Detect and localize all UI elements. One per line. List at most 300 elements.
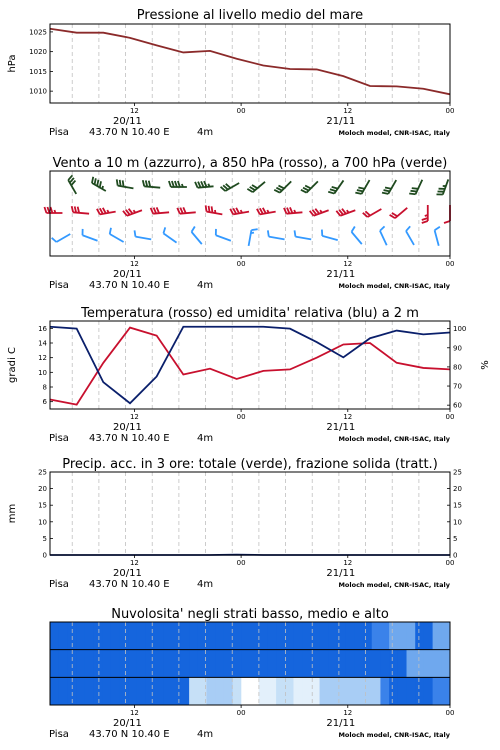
cloud-cell [372, 622, 381, 650]
barb-half-feather [182, 184, 183, 187]
date-label: 21/11 [326, 116, 356, 127]
cloud-cell [59, 622, 68, 650]
y-tick-label: 80 [453, 363, 462, 372]
cloud-cell [93, 677, 102, 705]
cloud-cell [433, 677, 442, 705]
cloud-cell [259, 650, 268, 678]
cloud-cell [424, 650, 433, 678]
cloud-cell [128, 622, 137, 650]
wind-barb [216, 229, 231, 241]
cloud-cell [102, 650, 111, 678]
cloud-cell [250, 622, 259, 650]
wind-barb [382, 180, 396, 194]
cloud-cell [137, 677, 146, 705]
y-tick-label: 70 [453, 382, 462, 391]
barb-half-feather [425, 215, 428, 216]
cloud-cell [50, 622, 59, 650]
barb-shaft [352, 232, 362, 244]
x-tick-label: 12 [343, 413, 353, 421]
wind-barb [406, 226, 414, 245]
cloud-cell [398, 622, 407, 650]
date-label: 21/11 [326, 718, 356, 729]
cloud-cell [224, 677, 233, 705]
y-tick-label: 20 [453, 485, 462, 494]
cloud-cell [180, 622, 189, 650]
barb-feather [352, 226, 355, 231]
cloud-cell [163, 650, 172, 678]
x-tick-label: 12 [129, 107, 139, 115]
y-tick-label: 25 [453, 468, 462, 477]
barb-shaft [110, 234, 124, 242]
cloud-cell [354, 650, 363, 678]
barb-feather [195, 182, 198, 188]
cloud-cell [59, 677, 68, 705]
x-tick-label: 12 [129, 413, 139, 421]
date-label: 21/11 [326, 269, 356, 280]
cloud-cell [50, 677, 59, 705]
cloud-cell [415, 677, 424, 705]
x-tick-label: 00 [445, 413, 455, 421]
cloud-cell [241, 650, 250, 678]
y-tick-label: 100 [453, 325, 467, 334]
cloud-cell [354, 622, 363, 650]
cloud-cell [233, 677, 242, 705]
wind-barb [221, 183, 240, 191]
y-tick-label: 60 [453, 401, 462, 410]
cloud-cell [76, 677, 85, 705]
wind-barb [310, 209, 329, 216]
cloud-cell [363, 677, 372, 705]
cloud-cell [172, 622, 181, 650]
cloud-cell [389, 650, 398, 678]
wind-barb [82, 229, 97, 241]
cloud-cell [111, 650, 120, 678]
barb-feather [358, 187, 364, 188]
cloud-cell [363, 650, 372, 678]
x-tick-label: 12 [343, 107, 353, 115]
cloud-cell [154, 677, 163, 705]
y-tick-label: 8 [42, 383, 47, 392]
barb-shaft [192, 232, 202, 244]
location-name: Pisa [49, 433, 69, 444]
wind-barb [151, 207, 169, 213]
chart-title: Temperatura (rosso) ed umidita' relativa (blu) a 2 m [81, 306, 419, 321]
cloud-cell [433, 622, 442, 650]
cloud-cell [293, 677, 302, 705]
barb-feather [268, 230, 269, 236]
panel-pressure [7, 8, 454, 138]
barb-shaft [216, 235, 231, 240]
wind-barb [322, 230, 338, 240]
cloud-cell [398, 677, 407, 705]
cloud-row-alto [50, 622, 451, 650]
cloud-cell [224, 622, 233, 650]
barb-feather [183, 207, 186, 213]
cloud-cell [207, 677, 216, 705]
location-coords: 43.70 N 10.40 E [89, 280, 170, 291]
wind-barb [163, 227, 176, 242]
cloud-cell [407, 677, 416, 705]
cloud-cell [293, 622, 302, 650]
cloud-cell [372, 650, 381, 678]
barb-feather [260, 208, 263, 214]
barb-half-feather [347, 210, 349, 212]
cloud-cell [189, 650, 198, 678]
wind-barb [409, 180, 422, 195]
wind-barb [97, 208, 116, 215]
barb-shaft [163, 233, 176, 242]
barb-shaft [322, 236, 337, 240]
model-credit: Moloch model, CNR-ISAC, Italy [338, 581, 450, 589]
wind-barb [135, 230, 152, 239]
chart-title: Vento a 10 m (azzurro), a 850 hPa (rosso), a 700 hPa (verde) [52, 156, 448, 171]
model-credit: Moloch model, CNR-ISAC, Italy [338, 282, 450, 290]
cloud-cell [93, 622, 102, 650]
cloud-cell [407, 650, 416, 678]
wind-barb [274, 181, 291, 192]
cloud-cell [285, 677, 294, 705]
cloud-cell [111, 622, 120, 650]
barb-feather [251, 229, 257, 230]
location-elevation: 4m [197, 280, 214, 291]
barb-feather [384, 190, 390, 191]
location-name: Pisa [49, 280, 69, 291]
cloud-cell [415, 622, 424, 650]
y-tick-label: 1025 [29, 28, 47, 37]
barb-feather [290, 207, 293, 213]
y-tick-label: 5 [453, 534, 458, 543]
wind-barb [295, 230, 312, 239]
x-tick-label: 12 [343, 709, 353, 717]
barb-feather [44, 207, 46, 213]
cloud-cell [389, 677, 398, 705]
date-label: 21/11 [326, 422, 356, 433]
cloud-cell [233, 650, 242, 678]
y-tick-label: 25 [38, 468, 47, 477]
y-tick-label: 90 [453, 344, 462, 353]
wind-barb [195, 181, 213, 188]
barb-shaft [82, 235, 97, 240]
barb-feather [163, 227, 165, 233]
y-tick-label: 12 [38, 354, 47, 363]
cloud-cell [137, 650, 146, 678]
chart-title: Nuvolosita' negli strati basso, medio e alto [111, 607, 389, 622]
x-tick-label: 00 [445, 260, 455, 268]
cloud-cell [320, 677, 329, 705]
location-elevation: 4m [197, 433, 214, 444]
cloud-cell [337, 650, 346, 678]
barb-feather [330, 189, 336, 191]
cloud-cell [189, 677, 198, 705]
y-tick-label: 16 [38, 324, 47, 333]
barb-feather [103, 208, 106, 214]
cloud-cell [380, 677, 389, 705]
barb-feather [95, 178, 96, 184]
plot-frame [50, 321, 450, 409]
barb-feather [355, 193, 361, 194]
cloud-cell [441, 677, 450, 705]
wind-barb [355, 180, 369, 194]
y-tick-label: 20 [38, 485, 47, 494]
cloud-cell [85, 677, 94, 705]
panel-wind [44, 156, 454, 291]
wind-barb [328, 180, 343, 193]
cloud-cell [76, 622, 85, 650]
y-axis-label: mm [7, 503, 18, 524]
cloud-cell [146, 622, 155, 650]
cloud-row-medio [50, 650, 451, 678]
location-elevation: 4m [197, 729, 214, 740]
wind-barb [230, 208, 249, 215]
x-tick-label: 12 [343, 260, 353, 268]
barb-feather [284, 208, 287, 214]
panel-precip [7, 457, 462, 590]
barb-feather [100, 181, 101, 187]
cloud-cell [285, 650, 294, 678]
cloud-cell [154, 650, 163, 678]
wind-barb [52, 234, 71, 242]
barb-shaft [135, 237, 151, 240]
barb-feather [274, 190, 280, 193]
wind-barb [44, 207, 62, 213]
cloud-cell [267, 650, 276, 678]
y-tick-label: 10 [453, 518, 462, 527]
cloud-cell [346, 650, 355, 678]
cloud-cell [354, 677, 363, 705]
barb-feather [154, 208, 157, 214]
barb-half-feather [294, 210, 295, 213]
cloud-cell [172, 650, 181, 678]
date-label: 20/11 [113, 116, 142, 127]
cloud-cell [346, 622, 355, 650]
cloud-cell [128, 677, 137, 705]
cloud-cell [154, 622, 163, 650]
barb-feather [192, 226, 195, 231]
wind-barb [336, 209, 355, 216]
x-tick-label: 00 [236, 413, 246, 421]
panel-clouds [49, 607, 454, 740]
chart-title: Precip. acc. in 3 ore: totale (verde), frazione solida (tratt.) [62, 457, 438, 472]
wind-barb [143, 180, 160, 188]
cloud-cell [337, 677, 346, 705]
barb-shaft [269, 237, 285, 240]
cloud-cell [215, 650, 224, 678]
date-label: 20/11 [113, 422, 142, 433]
barb-feather [236, 208, 239, 214]
cloud-cell [267, 677, 276, 705]
barb-feather [230, 209, 233, 215]
wind-barb [284, 207, 302, 213]
cloud-row-basso [50, 677, 451, 705]
date-label: 20/11 [113, 718, 142, 729]
y-tick-label: 6 [42, 398, 47, 407]
cloud-cell [180, 650, 189, 678]
wind-barb [72, 206, 89, 214]
wind-barb [257, 208, 276, 215]
chart-title: Pressione al livello medio del mare [136, 8, 364, 23]
cloud-cell [128, 650, 137, 678]
cloud-cell [285, 622, 294, 650]
cloud-cell [59, 650, 68, 678]
date-label: 20/11 [113, 269, 142, 280]
cloud-cell [250, 650, 259, 678]
barb-shaft [56, 234, 70, 242]
y-tick-label: 1015 [29, 67, 47, 76]
barb-feather [385, 187, 391, 188]
wind-barb [169, 181, 187, 187]
barb-feather [409, 194, 415, 195]
y-tick-label: 10 [38, 368, 47, 377]
wind-barb [247, 182, 265, 192]
cloud-cell [137, 622, 146, 650]
cloud-cell [241, 622, 250, 650]
cloud-cell [93, 650, 102, 678]
barb-feather [209, 206, 210, 212]
pressure-line [50, 29, 450, 95]
cloud-cell [293, 650, 302, 678]
cloud-cell [389, 622, 398, 650]
cloud-cell [267, 622, 276, 650]
x-tick-label: 00 [236, 260, 246, 268]
cloud-cell [120, 650, 129, 678]
barb-feather [120, 180, 121, 186]
cloud-cell [441, 650, 450, 678]
model-credit: Moloch model, CNR-ISAC, Italy [338, 129, 450, 137]
cloud-cell [337, 622, 346, 650]
y-tick-label: 14 [38, 339, 47, 348]
x-tick-label: 12 [343, 559, 353, 567]
cloud-cell [102, 677, 111, 705]
y-tick-label: 15 [38, 501, 47, 510]
model-credit: Moloch model, CNR-ISAC, Italy [338, 435, 450, 443]
barb-feather [204, 181, 207, 187]
cloud-cell [328, 677, 337, 705]
cloud-cell [85, 622, 94, 650]
cloud-cell [207, 650, 216, 678]
location-name: Pisa [49, 729, 69, 740]
cloud-cell [424, 622, 433, 650]
cloud-cell [259, 677, 268, 705]
cloud-cell [146, 650, 155, 678]
cloud-cell [50, 650, 59, 678]
barb-half-feather [102, 186, 103, 189]
barb-half-feather [208, 184, 209, 187]
barb-feather [157, 207, 160, 213]
barb-half-feather [133, 210, 135, 212]
wind-barb [249, 229, 258, 246]
y-axis-label-right: % [480, 360, 491, 370]
cloud-cell [346, 677, 355, 705]
cloud-cell [189, 622, 198, 650]
cloud-cell [250, 677, 259, 705]
wind-barb [352, 226, 362, 244]
x-tick-label: 12 [129, 260, 139, 268]
barb-feather [110, 228, 111, 234]
cloud-cell [276, 650, 285, 678]
cloud-cell [215, 622, 224, 650]
barb-feather [198, 182, 201, 188]
location-elevation: 4m [197, 127, 214, 138]
wind-barb [192, 226, 202, 244]
barb-feather [169, 181, 171, 187]
barb-feather [257, 209, 260, 215]
wind-barb [177, 207, 195, 213]
barb-shaft [295, 237, 311, 240]
cloud-cell [398, 650, 407, 678]
cloud-cell [328, 622, 337, 650]
barb-feather [305, 186, 311, 189]
date-label: 20/11 [113, 568, 142, 579]
cloud-cell [320, 650, 329, 678]
plot-frame [50, 472, 450, 555]
wind-barb [268, 230, 285, 239]
cloud-cell [215, 677, 224, 705]
wind-barb [422, 205, 428, 223]
cloud-cell [76, 650, 85, 678]
location-elevation: 4m [197, 579, 214, 590]
cloud-cell [380, 650, 389, 678]
wind-series-850-hPa [44, 205, 450, 223]
barb-feather [72, 206, 73, 212]
cloud-cell [363, 622, 372, 650]
y-axis-label: gradi C [7, 347, 18, 383]
wind-barb [206, 205, 223, 214]
location-name: Pisa [49, 579, 69, 590]
y-tick-label: 0 [42, 551, 47, 560]
panel-temp-humidity [7, 306, 491, 444]
barb-feather [276, 188, 282, 191]
cloud-cell [172, 677, 181, 705]
barb-feather [151, 208, 154, 214]
barb-shaft [380, 231, 387, 246]
x-tick-label: 00 [236, 107, 246, 115]
barb-feather [52, 238, 57, 242]
location-coords: 43.70 N 10.40 E [89, 433, 170, 444]
x-tick-label: 00 [445, 709, 455, 717]
wind-barb [380, 226, 387, 245]
barb-feather [444, 221, 450, 223]
x-tick-label: 00 [445, 559, 455, 567]
barb-feather [180, 208, 183, 214]
location-coords: 43.70 N 10.40 E [89, 579, 170, 590]
cloud-cell [328, 650, 337, 678]
wind-barb [117, 179, 134, 188]
temperature-line [50, 328, 450, 405]
cloud-cell [224, 650, 233, 678]
barb-feather [412, 188, 418, 189]
location-name: Pisa [49, 127, 69, 138]
barb-feather [97, 209, 100, 215]
barb-feather [233, 208, 236, 214]
cloud-cell [207, 622, 216, 650]
barb-feather [100, 208, 103, 214]
barb-feather [422, 221, 428, 223]
cloud-cell [163, 677, 172, 705]
cloud-cell [120, 677, 129, 705]
cloud-cell [302, 650, 311, 678]
date-label: 21/11 [326, 568, 356, 579]
cloud-cell [424, 677, 433, 705]
x-tick-label: 00 [236, 559, 246, 567]
plot-frame [50, 24, 450, 103]
barb-feather [410, 191, 416, 192]
cloud-cell [146, 677, 155, 705]
barb-feather [123, 180, 124, 186]
cloud-cell [276, 622, 285, 650]
barb-half-feather [54, 210, 55, 213]
y-tick-label: 5 [42, 534, 47, 543]
wind-barb [444, 205, 450, 223]
